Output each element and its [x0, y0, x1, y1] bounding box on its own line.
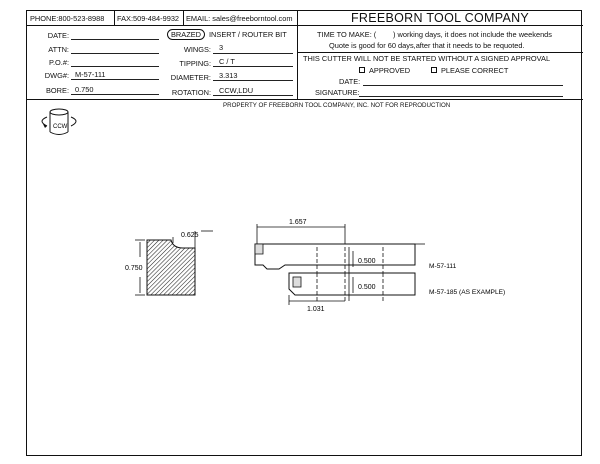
cutter-2-label: M-57-185 (AS EXAMPLE) [429, 289, 506, 296]
brazed-option[interactable]: BRAZED [167, 29, 205, 40]
diameter-value: 3.313 [219, 71, 238, 80]
rotation-label: ROTATION: [171, 88, 211, 97]
wings-label: WINGS: [183, 45, 211, 54]
dwg-label: DWG#: [44, 71, 69, 80]
tipping-label: TIPPING: [179, 59, 211, 68]
property-notice: PROPERTY OF FREEBORN TOOL COMPANY, INC. NOT FOR REPRODUCTION [223, 102, 451, 109]
please-correct-label: PLEASE CORRECT [441, 66, 509, 75]
order-form-sheet [26, 10, 582, 456]
company-name: FREEBORN TOOL COMPANY [350, 11, 530, 25]
upper-cutter-body [255, 244, 415, 269]
email-address: EMAIL: sales@freeborntool.com [186, 14, 293, 23]
approved-label: APPROVED [369, 66, 411, 75]
phone-number: PHONE:800-523-8988 [30, 14, 105, 23]
approval-date-label: DATE: [339, 77, 361, 86]
date-label: DATE: [47, 31, 69, 40]
cutter-1-label: M-57-111 [429, 263, 457, 270]
profile-width-dim: 0.625 [181, 232, 199, 239]
rotation-value: CCW,LDU [219, 86, 254, 95]
cutter-1-dim: 0.500 [358, 258, 376, 265]
cutter-2-dim: 0.500 [358, 284, 376, 291]
shank-length-dim: 1.031 [307, 306, 325, 313]
tool-length-dim: 1.657 [289, 219, 307, 226]
time-to-make-note: ) working days, it does not include the weekends [393, 30, 552, 39]
po-label: P.O.#: [49, 58, 69, 67]
cutter-drawing [27, 11, 583, 457]
signature-label: SIGNATURE: [315, 88, 360, 97]
attn-label: ATTN: [48, 45, 69, 54]
dwg-value: M-57-111 [75, 70, 106, 79]
wings-value: 3 [219, 43, 224, 52]
tool-type-label: INSERT / ROUTER BIT [209, 30, 287, 39]
approval-warning: THIS CUTTER WILL NOT BE STARTED WITHOUT A SIGNED APPROVAL [303, 54, 551, 63]
cutter-profile [147, 240, 195, 295]
fax-number: FAX:509-484-9932 [117, 14, 180, 23]
tipping-value: C / T [219, 57, 235, 66]
upper-cutter-tip [255, 244, 263, 254]
ccw-label: CCW [53, 124, 68, 130]
lower-cutter-body [289, 273, 415, 295]
bore-value: 0.750 [75, 85, 94, 94]
diameter-label: DIAMETER: [170, 73, 211, 82]
time-to-make-label: TIME TO MAKE: ( [317, 30, 377, 39]
lower-cutter-tip [293, 277, 301, 287]
bore-label: BORE: [46, 86, 69, 95]
profile-height-dim: 0.750 [125, 265, 143, 272]
quote-validity-note: Quote is good for 60 days,after that it needs to be requoted. [329, 41, 525, 50]
